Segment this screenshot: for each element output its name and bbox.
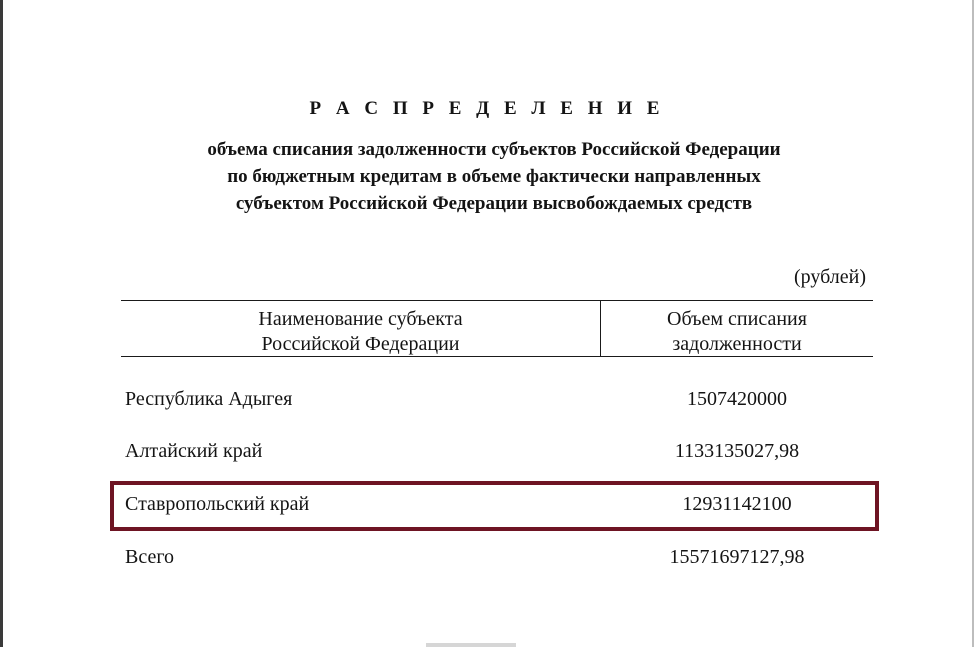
region-name: Алтайский край <box>125 440 263 462</box>
table-row <box>121 436 873 466</box>
total-label: Всего <box>125 546 175 568</box>
write-off-amount: 12931142100 <box>682 493 792 515</box>
document-title: Р А С П Р Е Д Е Л Е Н И Е <box>309 98 665 119</box>
subtitle-line: по бюджетным кредитам в объеме фактически направленных <box>227 166 761 187</box>
table-top-rule <box>121 300 873 301</box>
highlight-box <box>110 481 879 531</box>
table-total-row <box>121 542 873 572</box>
column-header-line: Наименование субъекта <box>258 308 463 330</box>
region-name: Ставропольский край <box>125 493 310 515</box>
column-header-line: задолженности <box>672 333 802 355</box>
subtitle-line: объема списания задолженности субъектов Российской Федерации <box>207 139 781 160</box>
column-header-name <box>121 307 600 357</box>
column-header-line: Объем списания <box>667 308 807 330</box>
table-row <box>121 384 873 414</box>
column-header-value <box>601 307 873 357</box>
total-amount: 15571697127,98 <box>669 546 805 568</box>
write-off-amount: 1507420000 <box>687 388 787 410</box>
units-label: (рублей) <box>793 266 866 288</box>
document-subtitle <box>0 136 974 217</box>
column-header-line: Российской Федерации <box>261 333 460 355</box>
region-name: Республика Адыгея <box>125 388 293 410</box>
subtitle-line: субъектом Российской Федерации высвобождаемых средств <box>235 193 753 214</box>
page-bottom-tab <box>426 643 516 647</box>
write-off-amount: 1133135027,98 <box>674 440 800 462</box>
